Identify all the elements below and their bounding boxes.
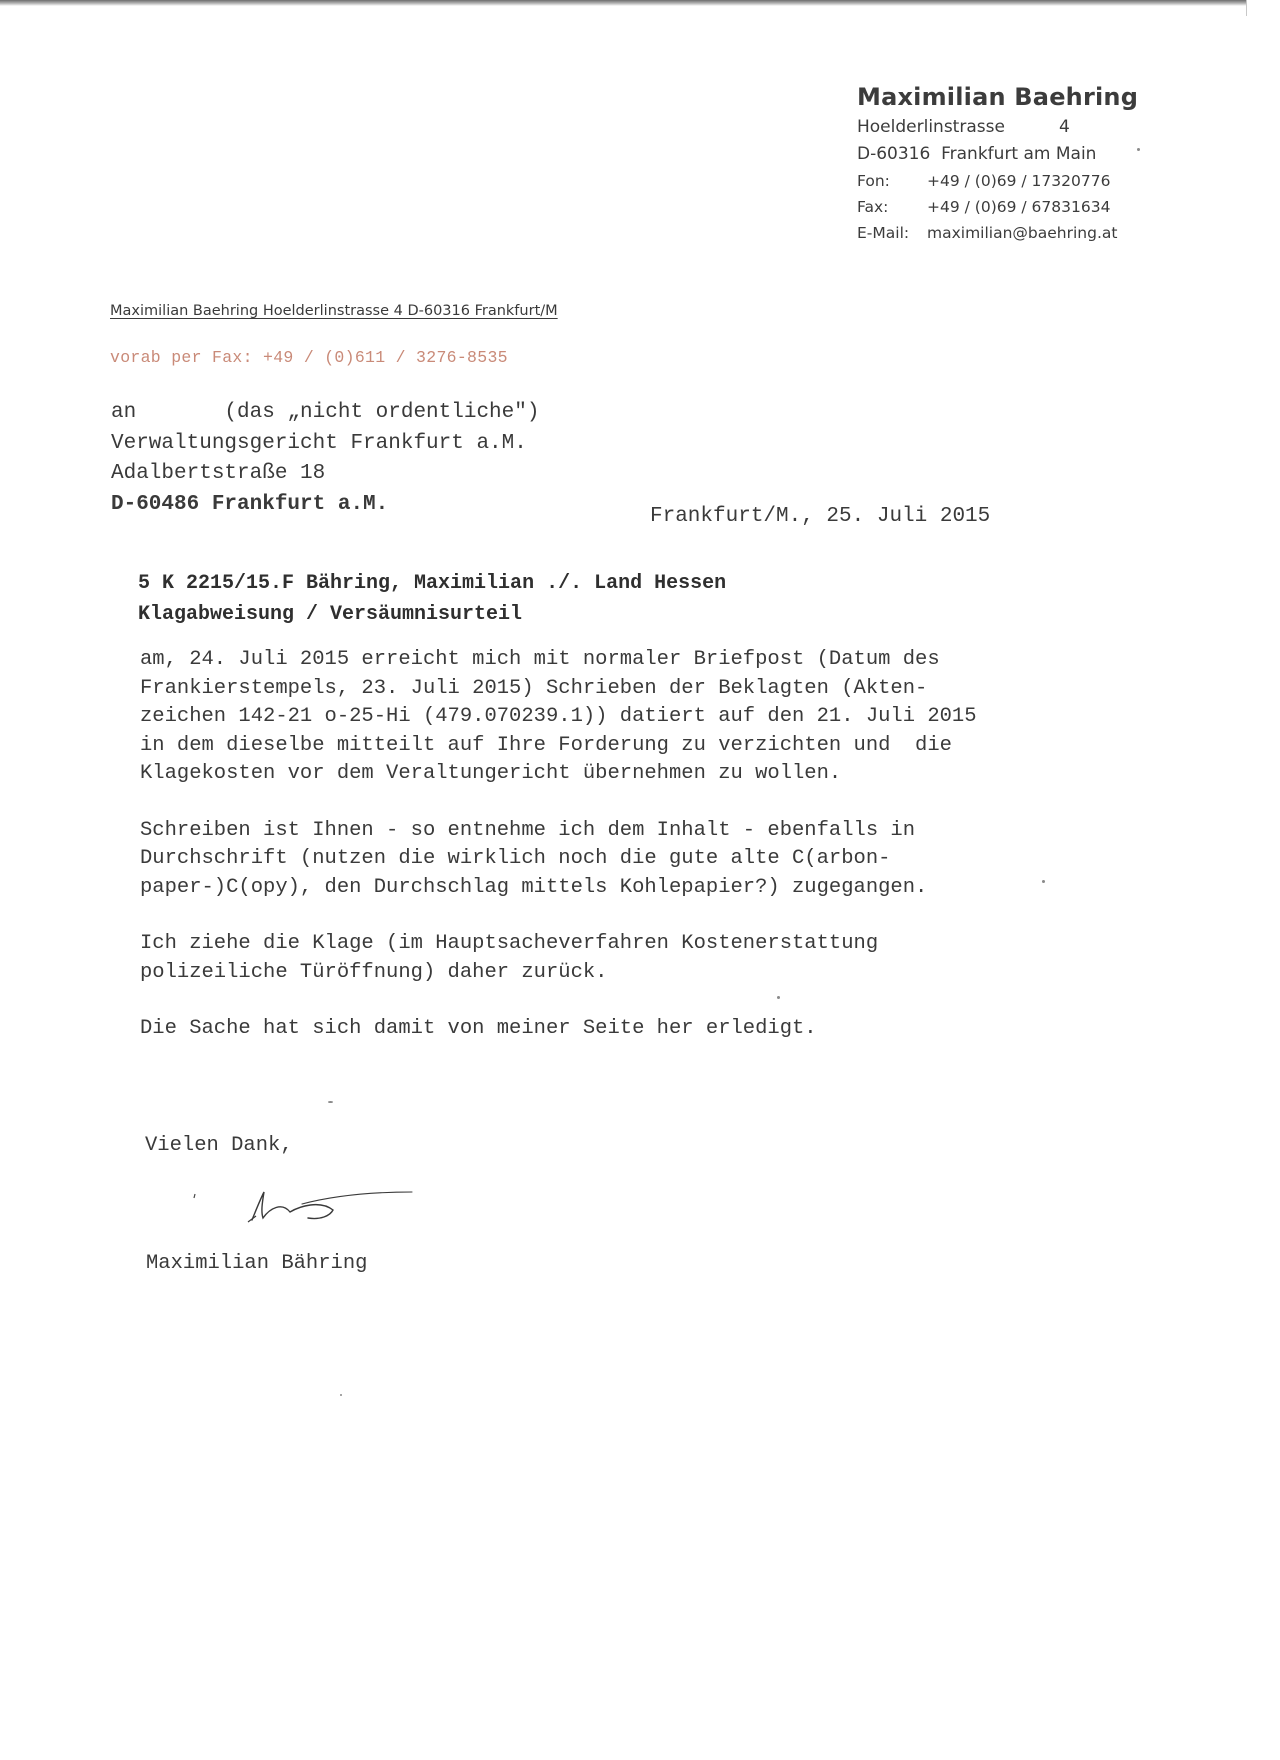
recipient-line-3: Adalbertstraße 18 [111, 462, 326, 485]
letterhead-email [857, 220, 1157, 246]
signer-name: Maximilian Bähring [146, 1252, 368, 1275]
phone-label: Fon: [857, 172, 890, 190]
letterhead-street-name: Hoelderlinstrasse [857, 117, 1005, 137]
phone-value: +49 / (0)69 / 17320776 [927, 172, 1111, 190]
scan-speck [1137, 148, 1140, 151]
letterhead [857, 80, 1157, 246]
recipient-line-1: an (das „nicht ordentliche") [111, 401, 540, 424]
scan-edge-corner [1246, 0, 1280, 16]
subject [138, 568, 726, 630]
letterhead-name: Maximilian Baehring [857, 83, 1139, 111]
email-label: E-Mail: [857, 224, 910, 242]
letter-body [140, 646, 1100, 1072]
scan-speck [340, 1394, 342, 1396]
recipient-line-4: D-60486 Frankfurt a.M. [111, 492, 389, 516]
fax-value: +49 / (0)69 / 67831634 [927, 198, 1111, 216]
email-value: maximilian@baehring.at [927, 224, 1118, 242]
body-paragraph-2: Schreiben ist Ihnen - so entnehme ich dem Inhalt - ebenfalls in Durchschrift (nutzen die wirklich noch die gute alte C(arbon- paper-)C(opy), den Durchschlag mittels Kohlepapier?) zugegangen. [140, 818, 928, 899]
scan-speck [1042, 880, 1045, 883]
scan-speck [328, 1101, 333, 1103]
fax-label: Fax: [857, 198, 889, 216]
letterhead-street-number: 4 [1058, 117, 1070, 137]
scan-speck [777, 996, 780, 999]
body-paragraph-4: Die Sache hat sich damit von meiner Seite her erledigt. [140, 1017, 817, 1040]
letterhead-city: D-60316 Frankfurt am Main [857, 144, 1097, 164]
letter-date: Frankfurt/M., 25. Juli 2015 [650, 505, 991, 528]
subject-line-2: Klagabweisung / Versäumnisurteil [138, 603, 523, 626]
body-paragraph-1: am, 24. Juli 2015 erreicht mich mit normaler Briefpost (Datum des Frankierstempels, 23. Juli 2015) Schrieben der Beklagten (Akten- zeichen 142-21 o-25-Hi (479.070239.1)) datiert auf den 21. Juli 2015 in dem dieselbe mitteilt auf Ihre Forderung zu verzichten und die Klagekosten vor dem Veraltungericht übernehmen zu wollen. [140, 648, 977, 785]
letterhead-street [857, 114, 1157, 141]
recipient-line-2: Verwaltungsgericht Frankfurt a.M. [111, 431, 527, 455]
letterhead-fax [857, 194, 1157, 220]
scan-edge-top [0, 0, 1280, 6]
closing: Vielen Dank, [145, 1134, 293, 1157]
recipient-address [111, 398, 539, 520]
fax-note: vorab per Fax: +49 / (0)611 / 3276-8535 [110, 348, 508, 367]
signature-image [190, 1172, 430, 1232]
sender-return-address: Maximilian Baehring Hoelderlinstrasse 4 D-60316 Frankfurt/M [110, 303, 558, 319]
body-paragraph-3: Ich ziehe die Klage (im Hauptsacheverfahren Kostenerstattung polizeiliche Türöffnung) daher zurück. [140, 932, 879, 984]
subject-line-1: 5 K 2215/15.F Bähring, Maximilian ./. Land Hessen [138, 572, 727, 595]
letterhead-phone [857, 168, 1157, 194]
